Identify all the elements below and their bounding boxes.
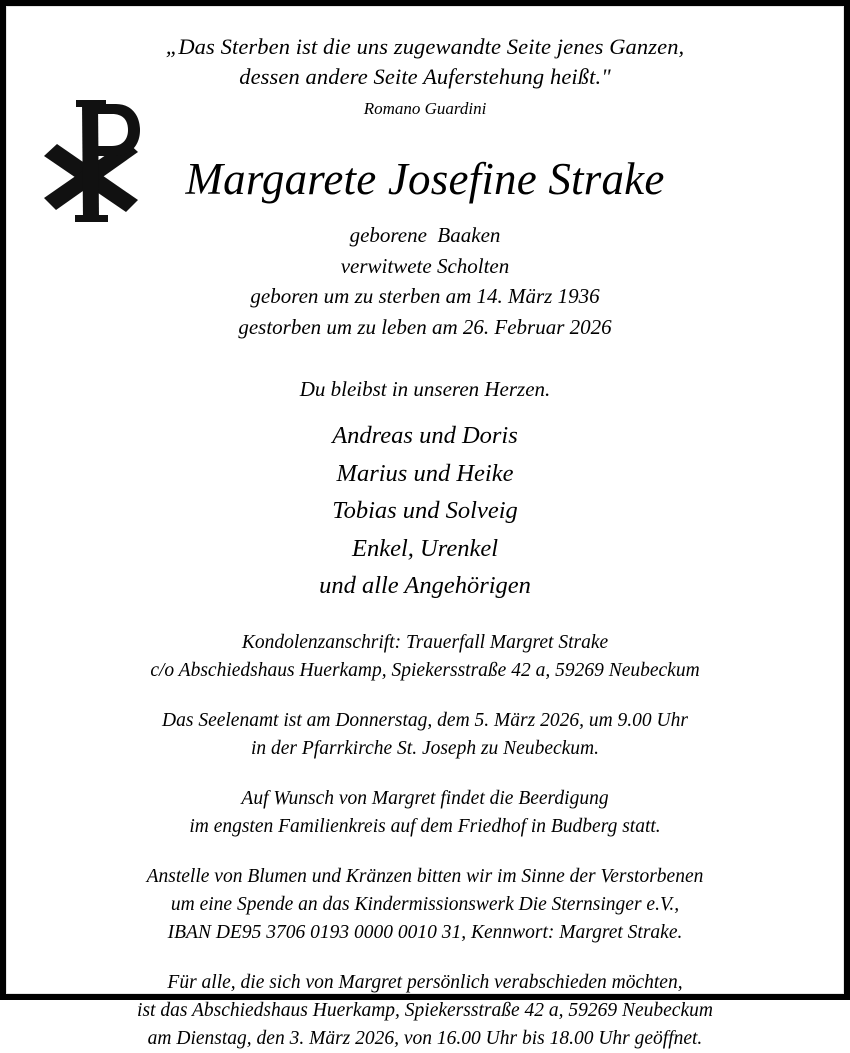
particular-maiden-name: geborene Baaken xyxy=(349,223,501,247)
donation-block xyxy=(44,863,806,947)
survivors-list xyxy=(44,417,806,605)
donation-line-2: um eine Spende an das Kindermissionswerk Die Sternsinger e.V., xyxy=(170,893,680,915)
quote-author: Romano Guardini xyxy=(363,99,487,118)
particular-widowed-name: verwitwete Scholten xyxy=(340,253,510,278)
name-row xyxy=(44,136,806,222)
chi-rho-icon xyxy=(38,94,148,226)
deceased-name: Margarete Josefine Strake xyxy=(185,154,665,204)
viewing-line-3: am Dienstag, den 3. März 2026, von 16.00 Uhr bis 18.00 Uhr geöffnet. xyxy=(147,1027,703,1049)
memorial-line: Du bleibst in unseren Herzen. xyxy=(299,377,551,401)
epitaph-quote xyxy=(44,32,806,122)
viewing-line-2: ist das Abschiedshaus Huerkamp, Spiekersstraße 42 a, 59269 Neubeckum xyxy=(137,999,713,1021)
survivor-line: Enkel, Urenkel xyxy=(351,534,499,562)
condolence-line-2: c/o Abschiedshaus Huerkamp, Spiekersstraße 42 a, 59269 Neubeckum xyxy=(150,659,700,681)
requiem-block xyxy=(44,707,806,763)
viewing-block xyxy=(44,969,806,1053)
condolence-address-block xyxy=(44,629,806,685)
donation-iban-line: IBAN DE95 3706 0193 0000 0010 31, Kennwort: Margret Strake. xyxy=(167,921,683,943)
survivor-line: Marius und Heike xyxy=(336,459,514,487)
particular-death: gestorben um zu leben am 26. Februar 2026 xyxy=(238,314,612,339)
quote-line-2: dessen andere Seite Auferstehung heißt." xyxy=(239,64,611,89)
particular-birth: geboren um zu sterben am 14. März 1936 xyxy=(250,284,600,308)
requiem-line-1: Das Seelenamt ist am Donnerstag, dem 5. März 2026, um 9.00 Uhr xyxy=(162,709,688,731)
burial-block xyxy=(44,785,806,841)
notice-content xyxy=(6,6,844,1049)
survivor-line: Andreas und Doris xyxy=(332,422,518,449)
survivor-line: und alle Angehörigen xyxy=(319,572,531,599)
condolence-line-1: Kondolenzanschrift: Trauerfall Margret Strake xyxy=(241,631,609,653)
burial-line-1: Auf Wunsch von Margret findet die Beerdigung xyxy=(241,787,609,809)
survivor-line: Tobias und Solveig xyxy=(332,497,518,524)
burial-line-2: im engsten Familienkreis auf dem Friedhof in Budberg statt. xyxy=(189,815,661,837)
deceased-particulars xyxy=(44,220,806,342)
viewing-line-1: Für alle, die sich von Margret persönlich verabschieden möchten, xyxy=(167,971,683,993)
quote-line-1: „Das Sterben ist die uns zugewandte Seite jenes Ganzen, xyxy=(165,34,685,59)
requiem-line-2: in der Pfarrkirche St. Joseph zu Neubeckum. xyxy=(250,737,600,759)
donation-line-1: Anstelle von Blumen und Kränzen bitten wir im Sinne der Verstorbenen xyxy=(146,865,704,887)
